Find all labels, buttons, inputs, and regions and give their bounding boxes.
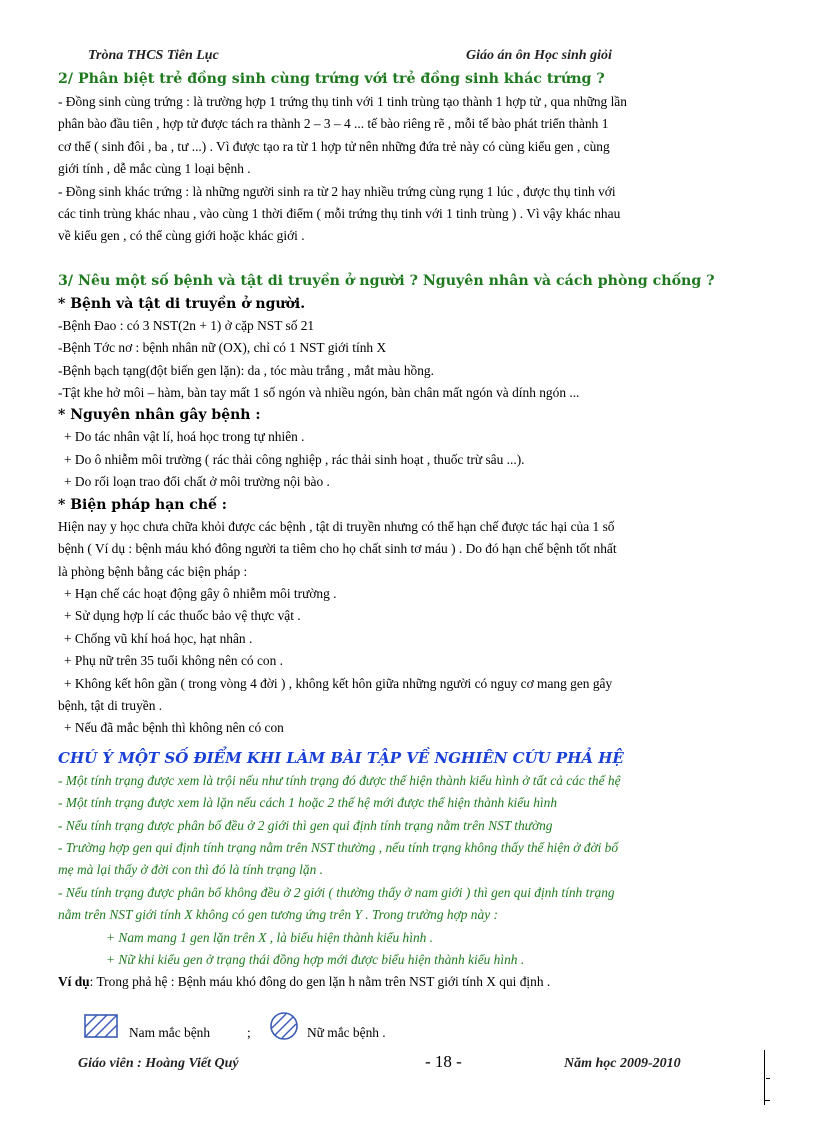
header-school: Tròna THCS Tiên Lục (88, 48, 219, 63)
section3-sub3-body (58, 516, 760, 740)
measure-line: + Sử dụng hợp lí các thuốc bảo vệ thực vật . (64, 608, 301, 624)
prevention-line: Hiện nay y học chưa chữa khỏi được các bệnh , tật di truyền nhưng có thể hạn chế được tác hại của 1 số (58, 518, 615, 534)
section2-line: giới tính , dễ mắc cùng 1 loại bệnh . (58, 161, 251, 177)
footer-teacher: Giáo viên : Hoàng Viết Quý (78, 1056, 239, 1071)
legend-separator: ; (247, 1025, 251, 1040)
section2-line: các tinh trùng khác nhau , vào cùng 1 thời điểm ( mỗi trứng thụ tinh với 1 tinh trùng ) . Vì vậy khác nhau (58, 206, 621, 222)
example-line (58, 971, 760, 993)
section3-sub3: * Biện pháp hạn chế : (58, 496, 227, 513)
cause-line: + Do rối loạn trao đổi chất ở môi trường nội bào . (64, 474, 330, 490)
content (58, 68, 760, 994)
note-body (58, 770, 760, 972)
note-line: - Nếu tính trạng được phân bố không đều ở 2 giới ( thường thấy ở nam giới ) thì gen qui định tính trạng (58, 884, 615, 900)
footer-year: Năm học 2009-2010 (564, 1056, 681, 1071)
section3-sub2: * Nguyên nhân gây bệnh : (58, 407, 261, 424)
disease-line: -Bệnh Tớc nơ : bệnh nhân nữ (OX), chỉ có 1 NST giới tính X (58, 340, 387, 356)
section2-line: - Đồng sinh khác trứng : là những người sinh ra từ 2 hay nhiều trứng cùng rụng 1 lúc , được thụ tinh với (58, 183, 616, 199)
page-number: - 18 - (425, 1052, 462, 1071)
measure-line: + Hạn chế các hoạt động gây ô nhiễm môi trường . (64, 585, 337, 601)
measure-line: + Không kết hôn gần ( trong vòng 4 đời ) , không kết hôn giữa những người có nguy cơ mang gen gây (64, 675, 613, 691)
prevention-line: bệnh ( Ví dụ : bệnh máu khó đông người ta tiêm cho họ chất sinh tơ máu ) . Do đó hạn chế bệnh tốt nhất (58, 541, 617, 557)
note-line: - Một tính trạng được xem là lặn nếu cách 1 hoặc 2 thế hệ mới được thể hiện thành kiểu hình (58, 795, 558, 811)
pedigree-legend (83, 1011, 583, 1045)
measure-line: + Chống vũ khí hoá học, hạt nhân . (64, 630, 253, 646)
note-line: - Nếu tính trạng được phân bố đều ở 2 giới thì gen qui định tính trạng nằm trên NST thường (58, 817, 553, 833)
note-sub-line: + Nữ khi kiểu gen ở trạng thái đồng hợp mới được biểu hiện thành kiểu hình . (106, 952, 525, 967)
spacer (58, 248, 760, 270)
note-line: - Trường hợp gen qui định tính trạng nằm trên NST thường , nếu tính trạng không thấy thể hiện ở đời bố (58, 839, 619, 855)
note-line: mẹ mà lại thấy ở đời con thì đó là tính trạng lặn . (58, 862, 323, 878)
corner-rule (764, 1050, 765, 1105)
section3-title: 3/ Nêu một số bệnh và tật di truyền ở người ? Nguyên nhân và cách phòng chống ? (58, 272, 715, 289)
section2-title: 2/ Phân biệt trẻ đồng sinh cùng trứng với trẻ đồng sinh khác trứng ? (58, 71, 605, 87)
section3-sub2-body (58, 426, 760, 493)
cause-line: + Do ô nhiễm môi trường ( rác thải công nghiệp , rác thải sinh hoạt , thuốc trừ sâu ...). (64, 451, 525, 467)
header-title: Giáo án ôn Học sinh giỏi (466, 48, 612, 63)
example-text: : Trong phả hệ : Bệnh máu khó đông do gen lặn h nằm trên NST giới tính X qui định . (89, 974, 551, 990)
section2-body (58, 91, 760, 248)
section2-line: về kiểu gen , có thể cùng giới hoặc khác giới . (58, 228, 305, 244)
section3-sub1: * Bệnh và tật di truyền ở người. (58, 295, 306, 312)
measure-line: + Nếu đã mắc bệnh thì không nên có con (64, 720, 284, 736)
prevention-line: là phòng bệnh bằng các biện pháp : (58, 563, 248, 579)
legend-male-label: Nam mắc bệnh (129, 1025, 211, 1040)
hatched-square-icon (83, 1013, 119, 1039)
section3-sub1-body (58, 315, 760, 405)
hatched-circle-icon (269, 1011, 299, 1041)
example-label: Ví dụ (58, 974, 90, 990)
note-sub-line: + Nam mang 1 gen lặn trên X , là biểu hiện thành kiểu hình . (106, 929, 434, 945)
legend-female-label: Nữ mắc bệnh . (307, 1025, 386, 1040)
cause-line: + Do tác nhân vật lí, hoá học trong tự nhiên . (64, 429, 305, 445)
note-line: - Một tính trạng được xem là trội nếu như tính trạng đó được thể hiện thành kiểu hình ở tất cả các thế hệ (58, 772, 621, 788)
corner-tick (764, 1100, 770, 1101)
note-line: nằm trên NST giới tính X không có gen tương ứng trên Y . Trong trường hợp này : (58, 907, 498, 923)
note-title: CHÚ Ý MỘT SỐ ĐIỂM KHI LÀM BÀI TẬP VỀ NGHIÊN CỨU PHẢ HỆ (58, 748, 624, 767)
corner-tick (766, 1078, 770, 1079)
measure-line: + Phụ nữ trên 35 tuổi không nên có con . (64, 653, 283, 669)
section2-line: phân bào đầu tiên , hợp tử được tách ra thành 2 – 3 – 4 ... tế bào riêng rẽ , mỗi tế bào phát triển thành 1 (58, 116, 609, 132)
disease-line: -Bệnh Đao : có 3 NST(2n + 1) ở cặp NST số 21 (58, 317, 315, 333)
section2-line: - Đồng sinh cùng trứng : là trường hợp 1 trứng thụ tinh với 1 tinh trùng tạo thành 1 hợp tử , qua những lần (58, 94, 627, 109)
disease-line: -Bệnh bạch tạng(đột biến gen lặn): da , tóc màu trắng , mắt màu hồng. (58, 362, 434, 378)
disease-line: -Tật khe hở môi – hàm, bàn tay mất 1 số ngón và nhiều ngón, bàn chân mất ngón và dính ngón ... (58, 385, 580, 401)
section2-line: cơ thể ( sinh đôi , ba , tư ...) . Vì được tạo ra từ 1 hợp tử nên những đứa trẻ này có cùng kiểu gen , cùng (58, 138, 610, 154)
measure-line: bệnh, tật di truyền . (58, 697, 163, 713)
